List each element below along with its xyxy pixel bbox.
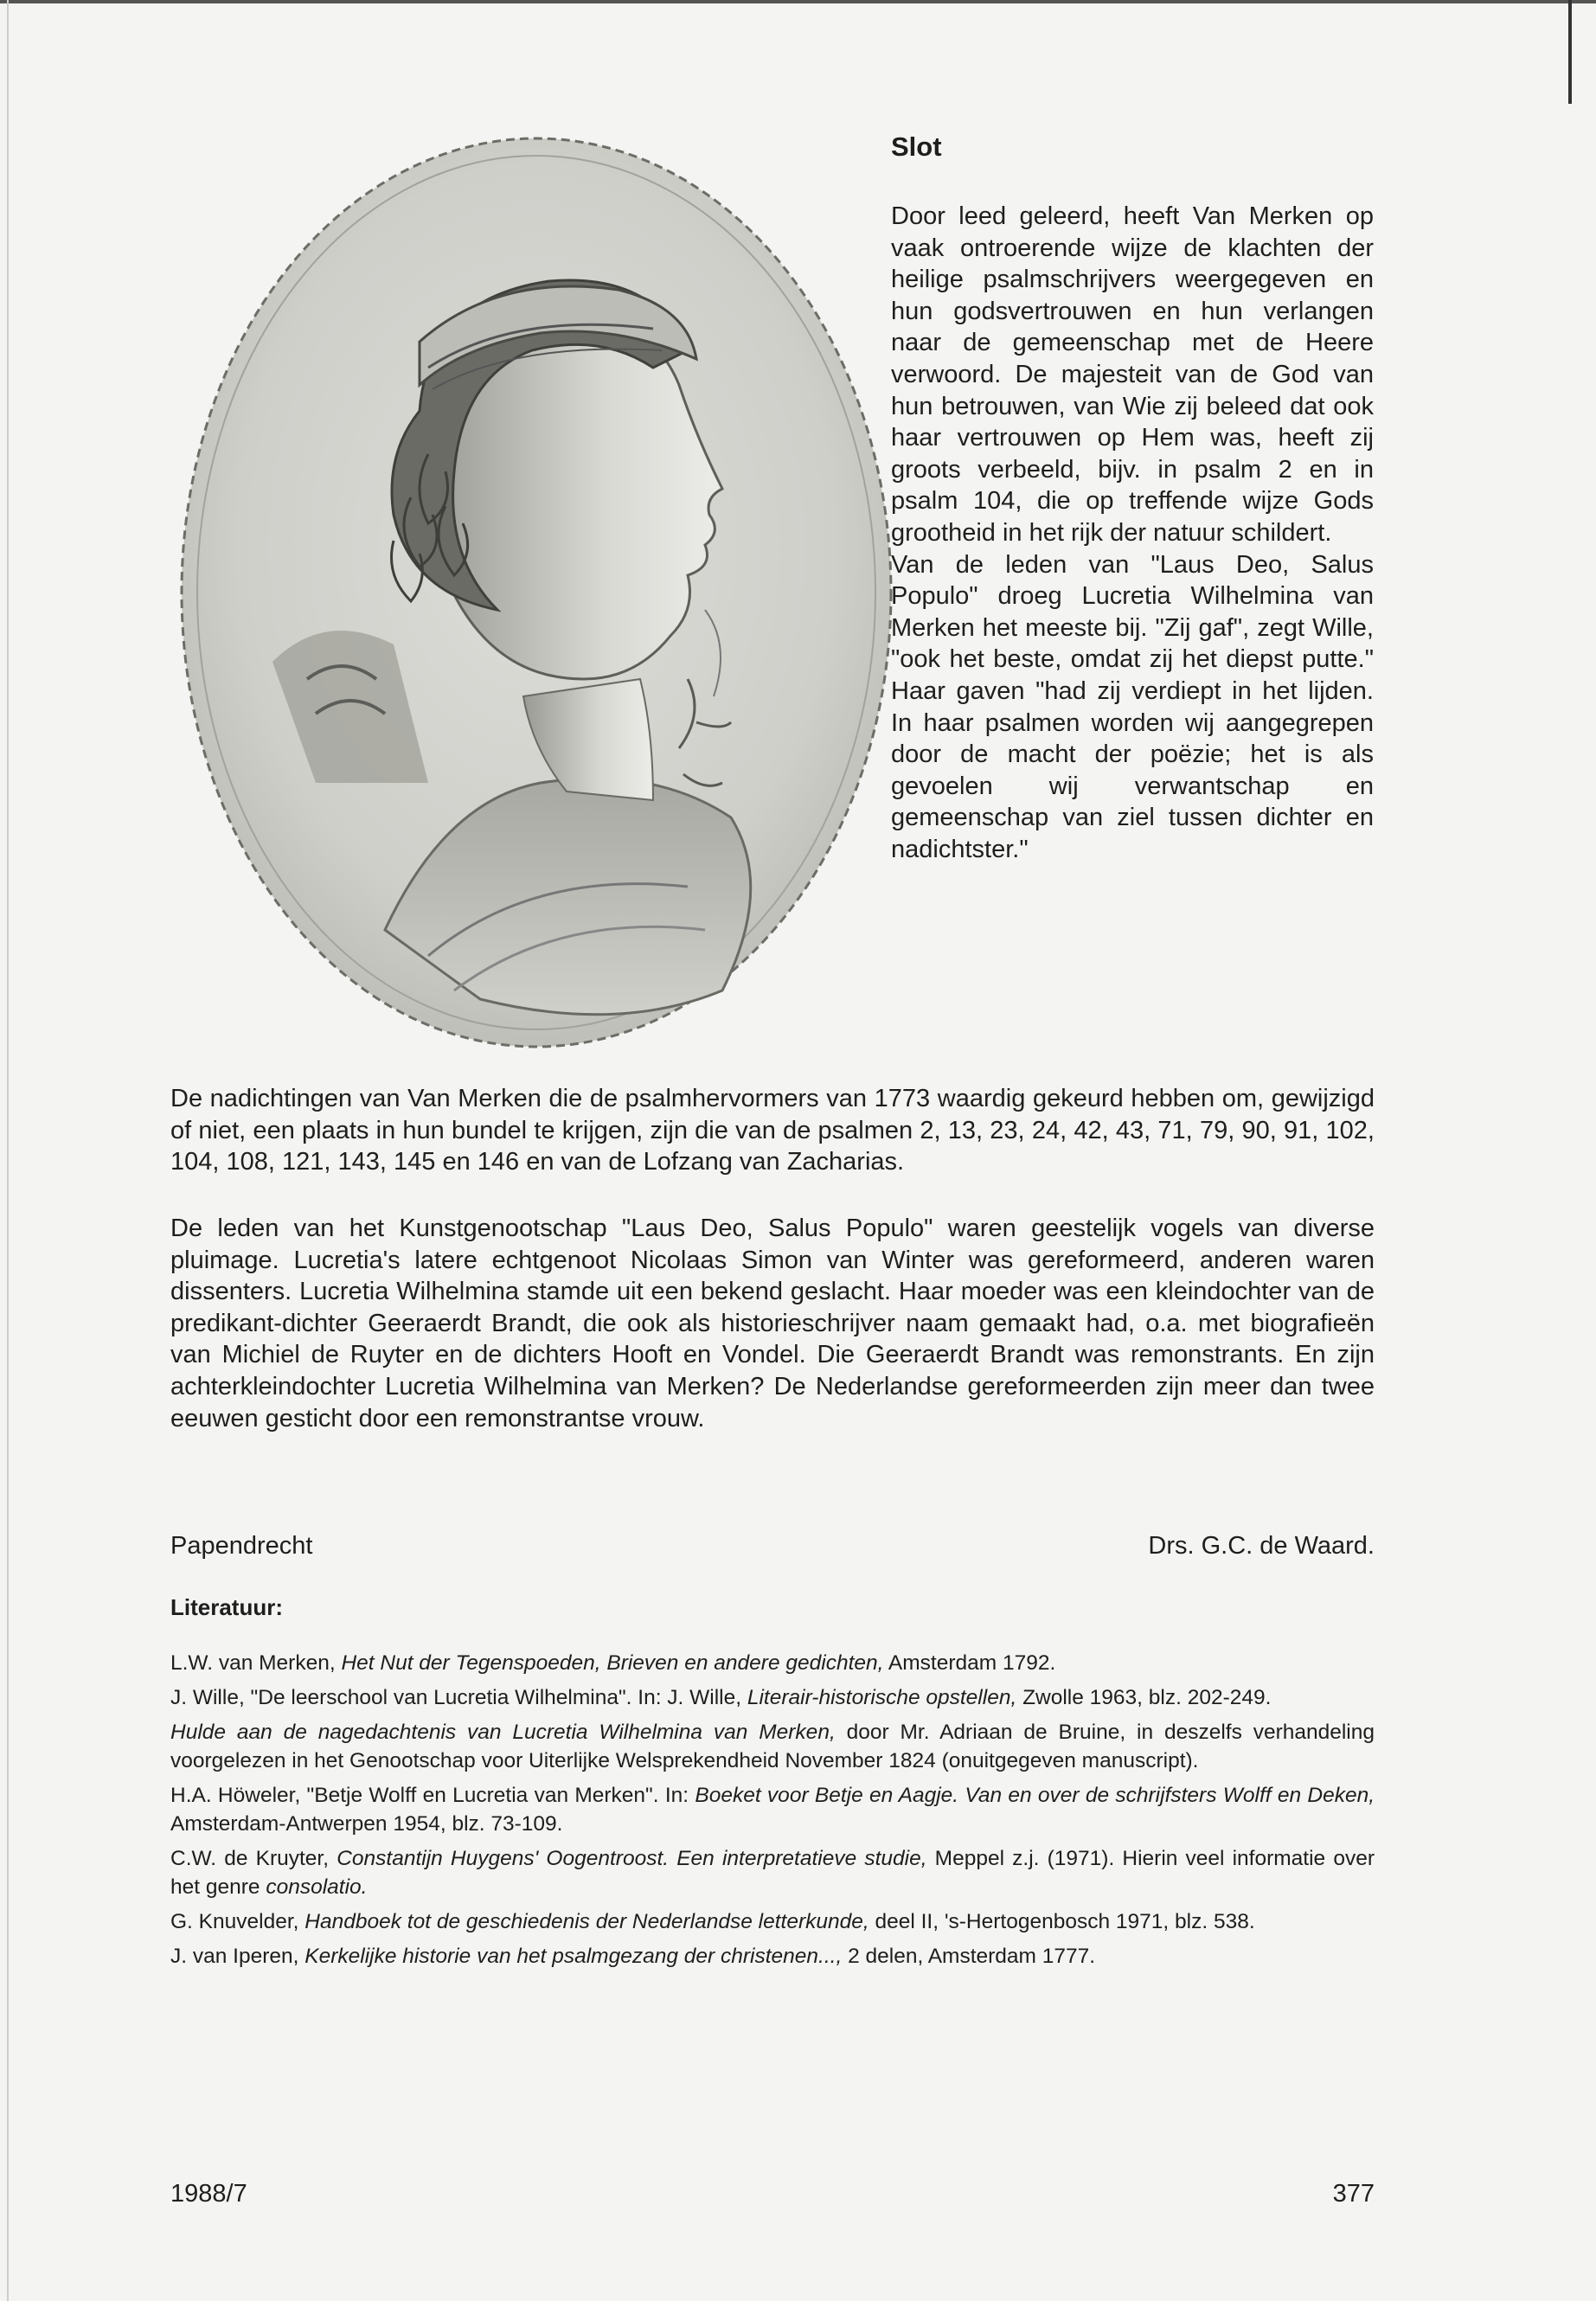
place-name: Papendrecht	[170, 1532, 313, 1560]
footer-issue: 1988/7	[170, 2180, 247, 2208]
reference-item: Hulde aan de nagedachtenis van Lucretia Wilhelmina van Merken, door Mr. Adriaan de Bruine, in deszelfs verhandeling voorgelezen in het Genootschap voor Uiterlijke Welsprekendheid November 1824 (onuitgegeven manuscript).	[170, 1721, 1375, 1772]
paragraph-right-2: Van de leden van "Laus Deo, Salus Populo" droeg Lucretia Wilhelmina van Merken het meeste bij. "Zij gaf", zegt Wille, "ook het beste, omdat zij het diepst putte." Haar gaven "had zij verdiept in het lijden. In haar psalmen worden wij aangegrepen door de macht der poëzie; het is als gevoelen wij verwantschap en gemeenschap van ziel tussen dichter en nadichtster."	[891, 550, 1374, 863]
scan-edge-right	[1568, 0, 1572, 104]
right-column-text	[891, 201, 1374, 865]
full-width-text-1	[170, 1083, 1375, 1178]
paragraph-right-1: Door leed geleerd, heeft Van Merken op vaak ontroerende wijze de klachten der heilige psalmschrijvers weergegeven en hun godsvertrouwen en hun verlangen naar de gemeenschap met de Heere verwoord. De majesteit van de God van hun betrouwen, van Wie zij beleed dat ook haar vertrouwen op Hem was, heeft zij groots verbeeld, bijv. in psalm 2 en in psalm 104, die op treffende wijze Gods grootheid in het rijk der natuur schildert.	[891, 202, 1374, 547]
reference-item: L.W. van Merken, Het Nut der Tegenspoeden, Brieven en andere gedichten, Amsterdam 1792.	[170, 1651, 1056, 1675]
literature-heading: Literatuur:	[170, 1594, 283, 1620]
scan-edge-left	[7, 0, 9, 2301]
reference-item: J. van Iperen, Kerkelijke historie van het psalmgezang der christenen..., 2 delen, Amsterdam 1777.	[170, 1945, 1096, 1968]
author-name: Drs. G.C. de Waard.	[1148, 1532, 1375, 1560]
reference-item: C.W. de Kruyter, Constantijn Huygens' Oogentroost. Een interpretatieve studie, Meppel z.j. (1971). Hierin veel informatie over het genre consolatio.	[170, 1847, 1375, 1899]
section-heading-slot: Slot	[891, 131, 942, 162]
footer-page-number: 377	[1332, 2180, 1375, 2208]
signature-row	[170, 1532, 1375, 1561]
reference-item: G. Knuvelder, Handboek tot de geschiedenis der Nederlandse letterkunde, deel II, 's-Hertogenbosch 1971, blz. 538.	[170, 1910, 1255, 1933]
paragraph-full-1: De nadichtingen van Van Merken die de psalmhervormers van 1773 waardig gekeurd hebben om, gewijzigd of niet, een plaats in hun bundel te krijgen, zijn die van de psalmen 2, 13, 23, 24, 42, 43, 71, 79, 90, 91, 102, 104, 108, 121, 143, 145 en 146 en van de Lofzang van Zacharias.	[170, 1085, 1375, 1176]
reference-list	[170, 1649, 1375, 1977]
portrait-cameo-illustration	[169, 125, 904, 1060]
reference-item: J. Wille, "De leerschool van Lucretia Wilhelmina". In: J. Wille, Literair-historische opstellen, Zwolle 1963, blz. 202-249.	[170, 1686, 1272, 1709]
reference-item: H.A. Höweler, "Betje Wolff en Lucretia van Merken". In: Boeket voor Betje en Aagje. Van en over de schrijfsters Wolff en Deken, Amsterdam-Antwerpen 1954, blz. 73-109.	[170, 1784, 1375, 1836]
scan-edge-top	[0, 0, 1596, 3]
paragraph-full-2: De leden van het Kunstgenootschap "Laus Deo, Salus Populo" waren geestelijk vogels van diverse pluimage. Lucretia's latere echtgenoot Nicolaas Simon van Winter was gereformeerd, anderen waren dissenters. Lucretia Wilhelmina stamde uit een bekend geslacht. Haar moeder was een kleindochter van de predikant-dichter Geeraerdt Brandt, die ook als historieschrijver naam gemaakt had, o.a. met biografieën van Michiel de Ruyter en de dichters Hooft en Vondel. Die Geeraerdt Brandt was remonstrants. En zijn achterkleindochter Lucretia Wilhelmina van Merken? De Nederlandse gereformeerden zijn meer dan twee eeuwen gesticht door een remonstrantse vrouw.	[170, 1215, 1375, 1433]
full-width-text-2	[170, 1213, 1375, 1434]
